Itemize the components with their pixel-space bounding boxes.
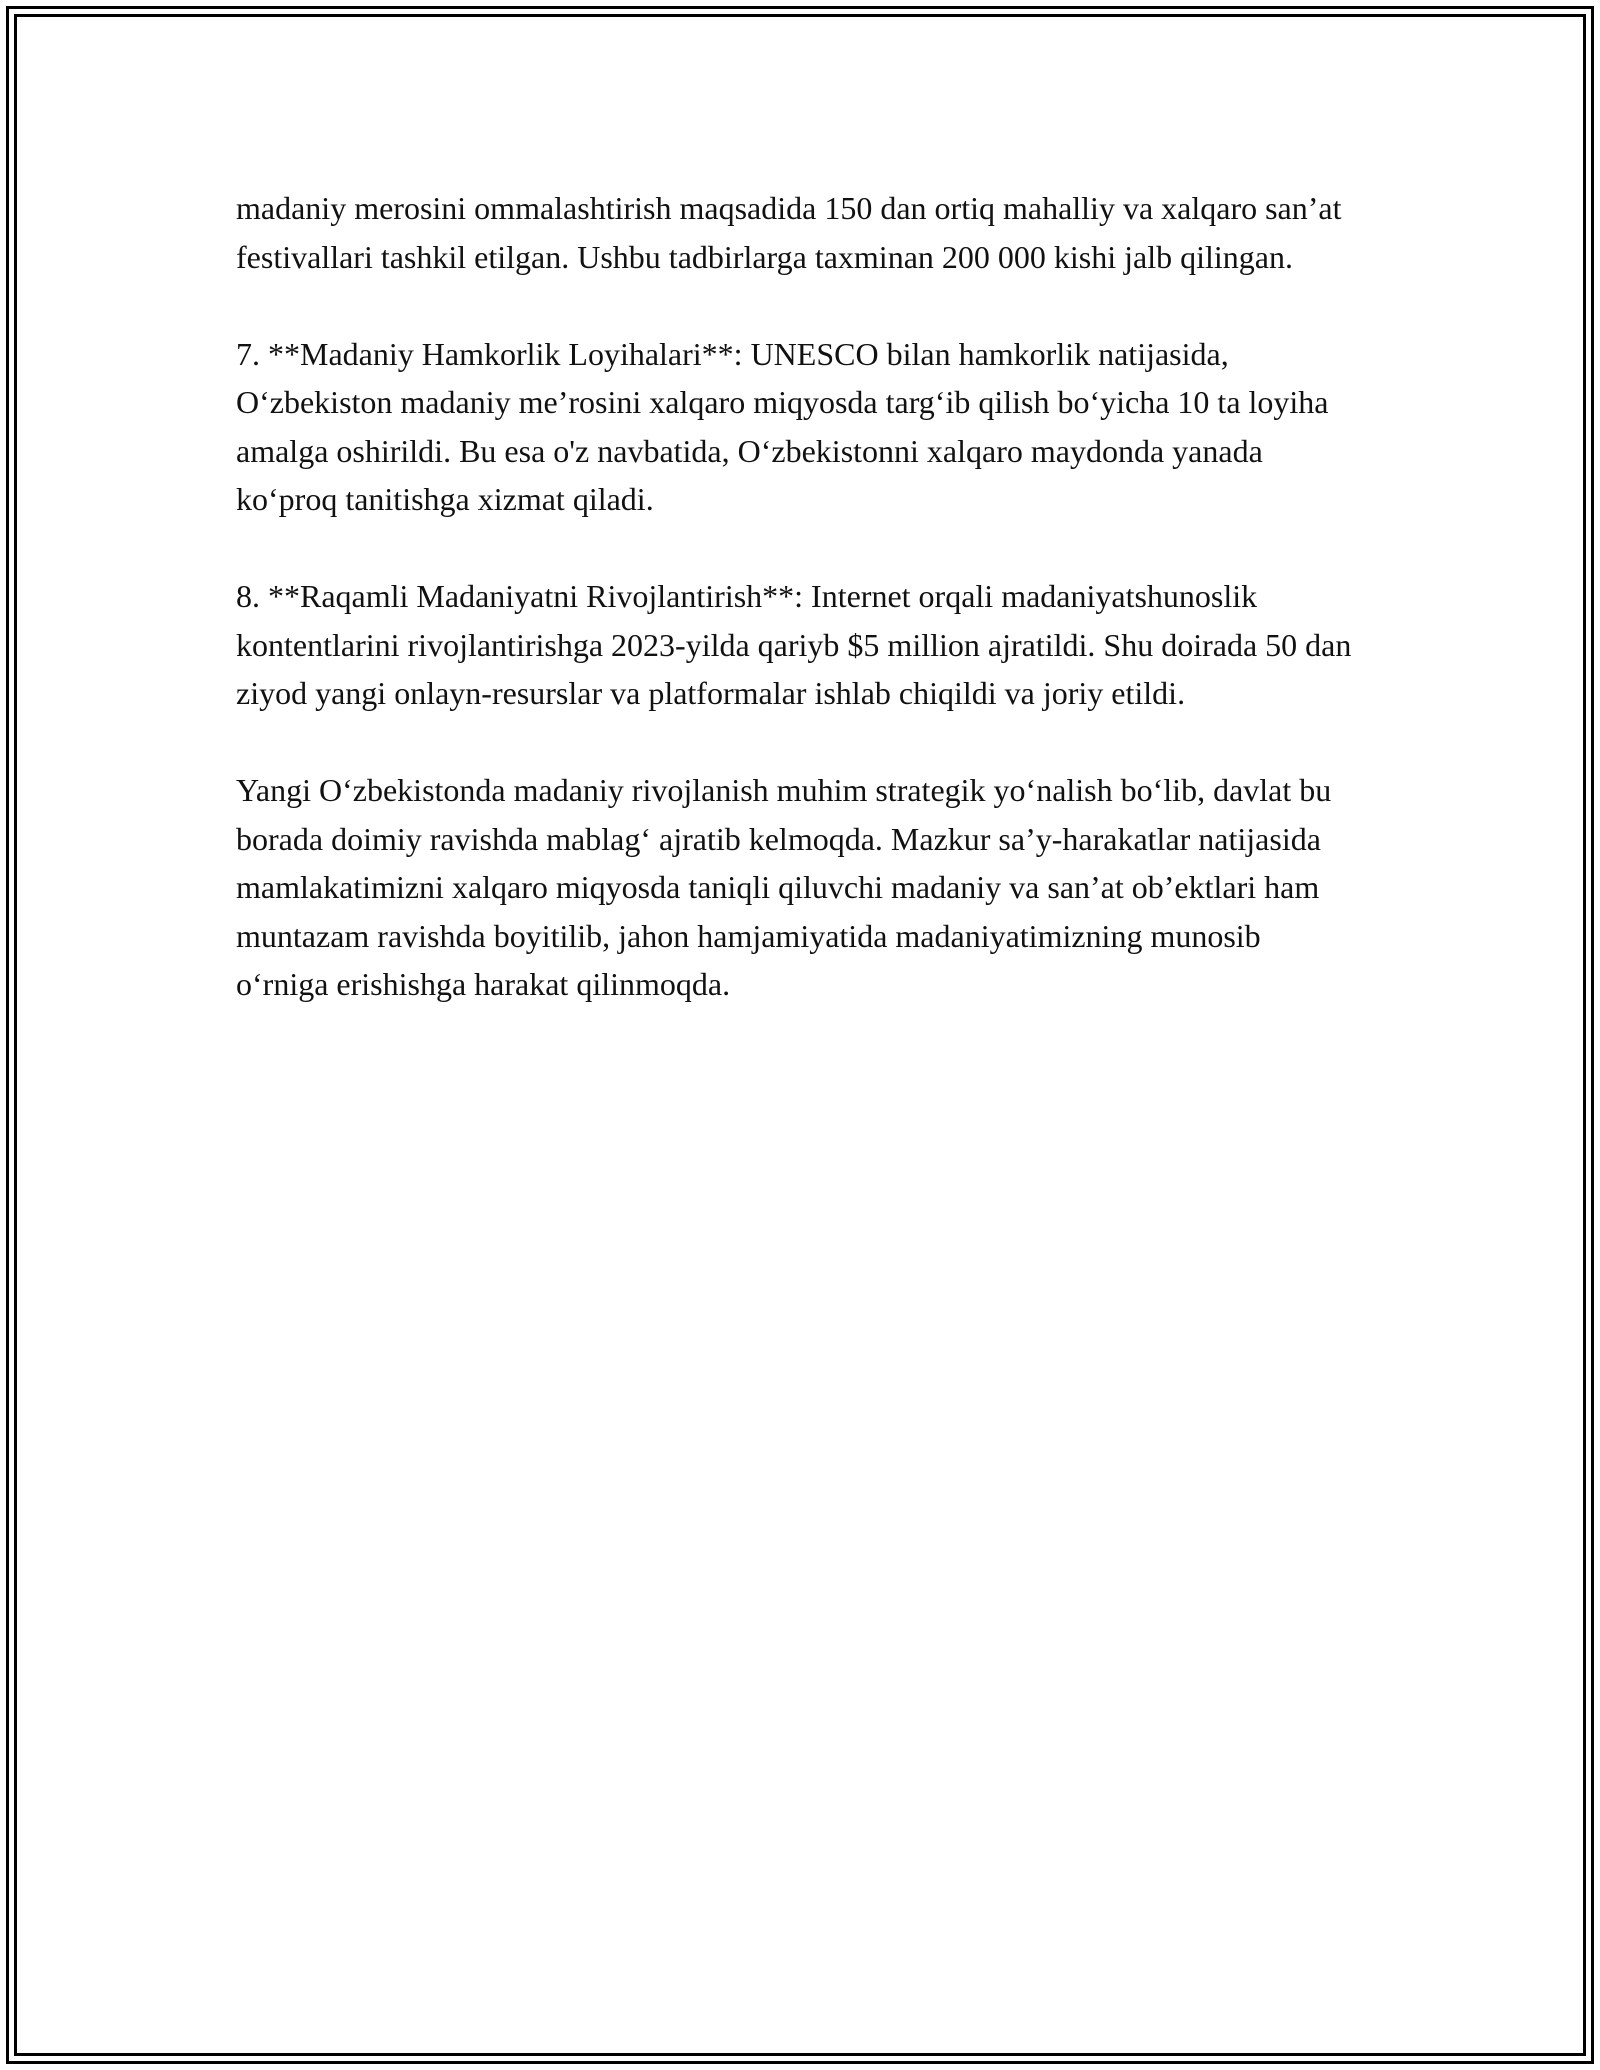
paragraph-cultural-cooperation: 7. **Madaniy Hamkorlik Loyihalari**: UNESCO bilan hamkorlik natijasida, O‘zbekiston madaniy me’rosini xalqaro miqyosda targ‘ib qilish bo‘yicha 10 ta loyiha amalga oshirildi. Bu esa o'z navbatida, O‘zbekistonni xalqaro maydonda yanada ko‘proq tanitishga xizmat qiladi. [236, 335, 1329, 517]
paragraph-festivals: madaniy merosini ommalashtirish maqsadida 150 dan ortiq mahalliy va xalqaro san’at festivallari tashkil etilgan. Ushbu tadbirlarga taxminan 200 000 kishi jalb qilingan. [236, 190, 1342, 275]
paragraph-digital-culture: 8. **Raqamli Madaniyatni Rivojlantirish**: Internet orqali madaniyatshunoslik kontentlarini rivojlantirishga 2023-yilda qariyb $5 million ajratildi. Shu doirada 50 dan ziyod yangi onlayn-resurslar va platformalar ishlab chiqildi va joriy etildi. [236, 578, 1352, 711]
paragraph-conclusion: Yangi O‘zbekistonda madaniy rivojlanish muhim strategik yo‘nalish bo‘lib, davlat bu borada doimiy ravishda mablag‘ ajratib kelmoqda. Mazkur sa’y-harakatlar natijasida mamlakatimizni xalqaro miqyosda taniqli qiluvchi madaniy va san’at ob’ektlari ham muntazam ravishda boyitilib, jahon hamjamiyatida madaniyatimizning munosib o‘rniga erishishga harakat qilinmoqda. [236, 772, 1332, 1002]
document-body [236, 184, 1356, 1057]
